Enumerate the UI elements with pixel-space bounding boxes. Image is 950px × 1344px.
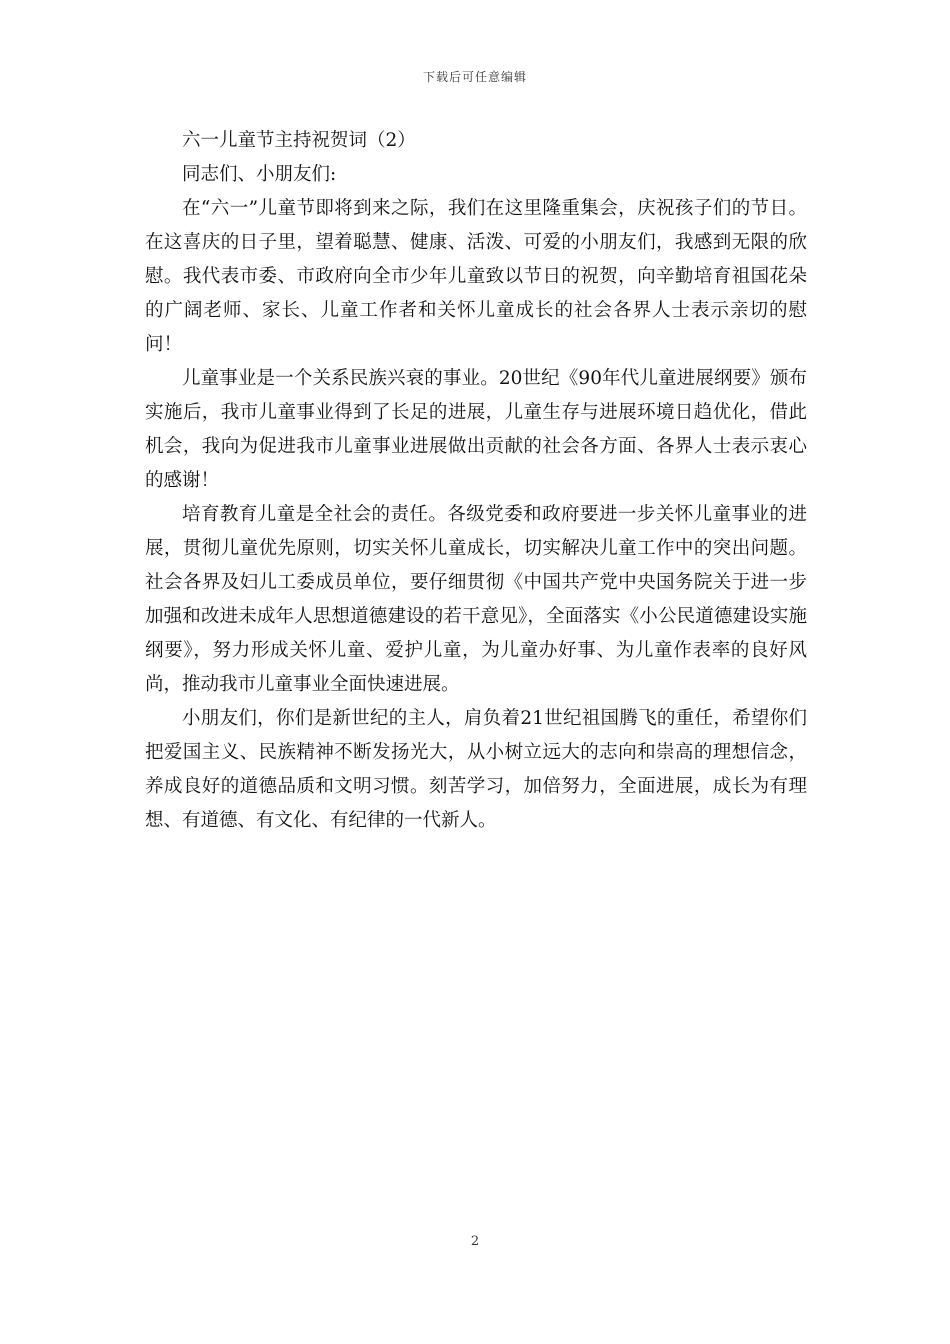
salutation: 同志们、小朋友们:: [182, 164, 337, 185]
paragraph-1: 在“六一”儿童节即将到来之际，我们在这里隆重集会，庆祝孩子们的节日。在这喜庆的日子里，望着聪慧、健康、活泼、可爱的小朋友们，我感到无限的欣慰。我代表市委、市政府向全市少年儿童致以节日的祝贺，向辛勤培育祖国花朵的广阔老师、家长、儿童工作者和关怀儿童成长的社会各界人士表示亲切的慰问！: [145, 198, 807, 355]
document-title: 六一儿童节主持祝贺词（2）: [182, 130, 416, 151]
paragraph-4: 小朋友们，你们是新世纪的主人，肩负着21世纪祖国腾飞的重任，希望你们把爱国主义、民族精神不断发扬光大，从小树立远大的志向和崇高的理想信念，养成良好的道德品质和文明习惯。刻苦学习，加倍努力，全面进展，成长为有理想、有道德、有文化、有纪律的一代新人。: [145, 708, 807, 831]
page-number: 2: [470, 1234, 480, 1249]
header-note: 下载后可任意编辑: [422, 70, 527, 84]
paragraph-2: 儿童事业是一个关系民族兴衰的事业。20世纪《90年代儿童进展纲要》颁布实施后，我市儿童事业得到了长足的进展，儿童生存与进展环境日趋优化，借此机会，我向为促进我市儿童事业进展做出贡献的社会各方面、各界人士表示衷心的感谢！: [145, 368, 807, 491]
document-body: [145, 124, 807, 838]
paragraph-3: 培育教育儿童是全社会的责任。各级党委和政府要进一步关怀儿童事业的进展，贯彻儿童优先原则，切实关怀儿童成长，切实解决儿童工作中的突出问题。社会各界及妇儿工委成员单位，要仔细贯彻《中国共产党中央国务院关于进一步加强和改进未成年人思想道德建设的若干意见》，全面落实《小公民道德建设实施纲要》，努力形成关怀儿童、爱护儿童，为儿童办好事、为儿童作表率的良好风尚，推动我市儿童事业全面快速进展。: [145, 504, 807, 695]
